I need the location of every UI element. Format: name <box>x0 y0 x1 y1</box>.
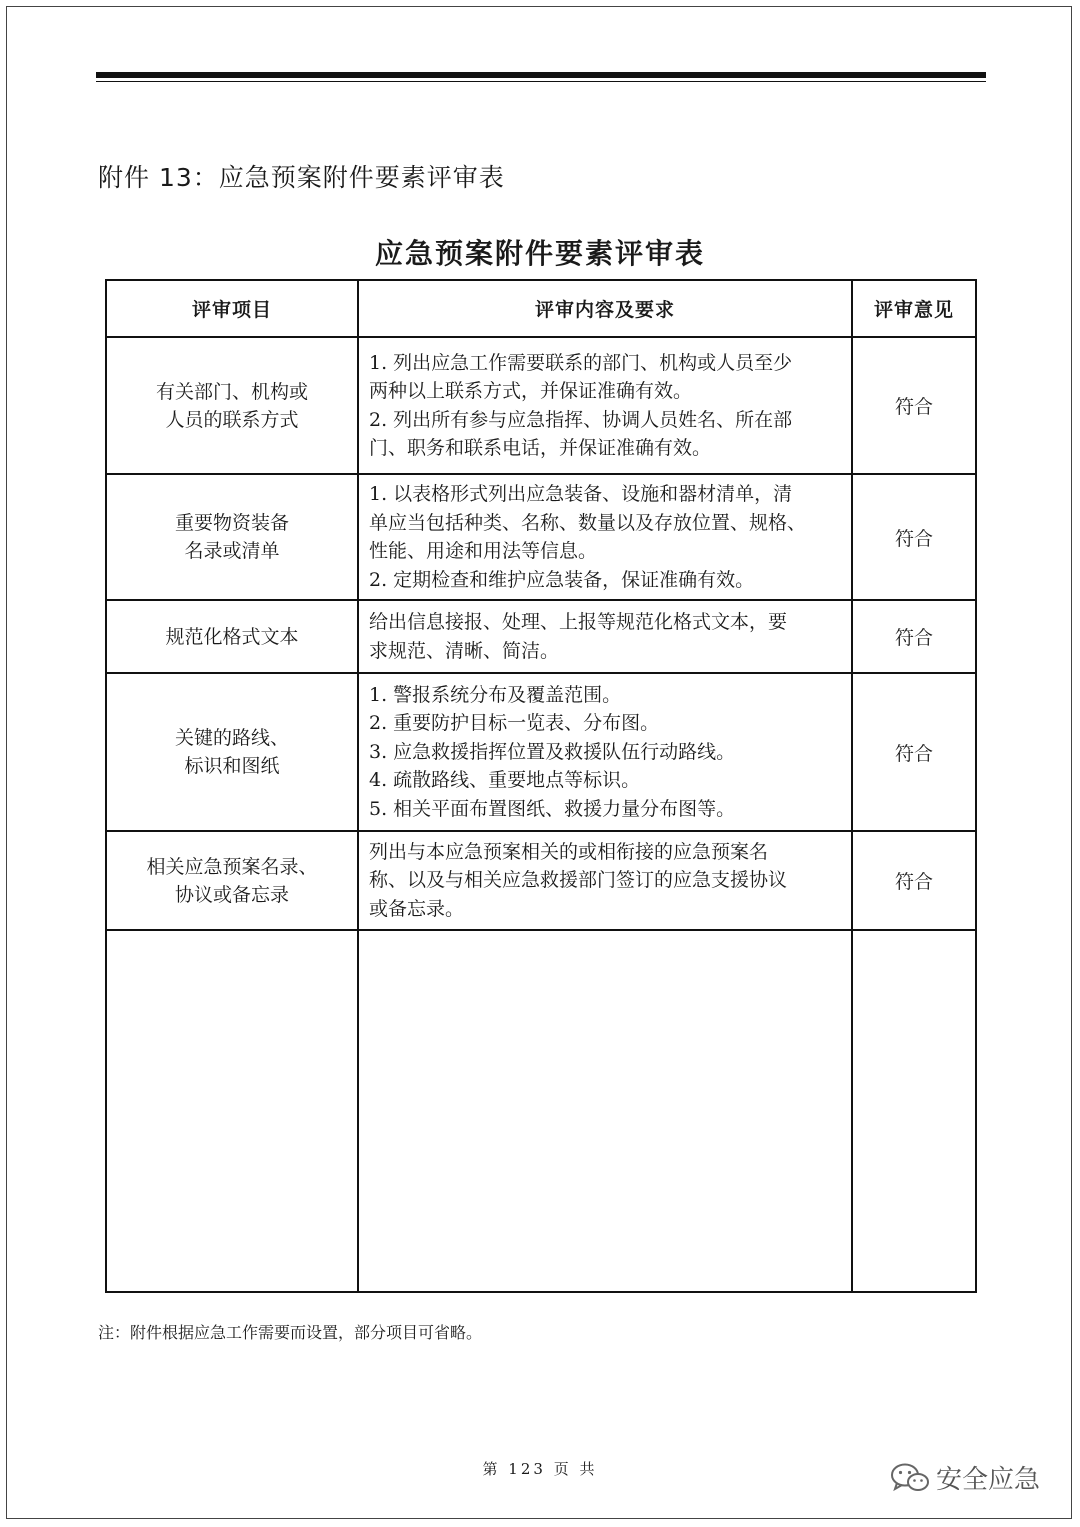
row-item <box>106 337 358 474</box>
content-line: 单应当包括种类、名称、数量以及存放位置、规格、 <box>369 511 807 534</box>
table-row <box>106 474 976 600</box>
row-content <box>358 600 852 673</box>
wechat-icon <box>890 1462 930 1494</box>
content-line: 2. 列出所有参与应急指挥、协调人员姓名、所在部 <box>369 408 793 431</box>
content-line: 性能、用途和用法等信息。 <box>369 540 598 562</box>
header-opinion: 评审意见 <box>852 280 976 337</box>
row-opinion: 符合 <box>852 337 976 474</box>
content-line: 1. 以表格形式列出应急装备、设施和器材清单，清 <box>369 483 793 505</box>
header-rule-thin <box>96 81 986 82</box>
item-line: 重要物资装备 <box>174 512 289 534</box>
table-header-row <box>106 280 976 337</box>
item-line: 关键的路线、 <box>174 727 289 749</box>
row-opinion: 符合 <box>852 474 976 600</box>
item-line: 名录或清单 <box>184 540 280 562</box>
content-line: 1. 列出应急工作需要联系的部门、机构或人员至少 <box>369 351 793 374</box>
row-content <box>358 673 852 831</box>
page-number: 第 123 页 共 <box>482 1460 598 1478</box>
watermark-text: 安全应急 <box>936 1465 1041 1495</box>
content-line: 2. 定期检查和维护应急装备，保证准确有效。 <box>369 568 755 591</box>
table-row <box>106 337 976 474</box>
content-line: 4. 疏散路线、重要地点等标识。 <box>369 769 641 792</box>
empty-item-cell <box>106 930 358 1292</box>
table-row <box>106 673 976 831</box>
header-content: 评审内容及要求 <box>358 280 852 337</box>
watermark <box>890 1459 1040 1496</box>
row-item <box>106 474 358 600</box>
content-line: 给出信息接报、处理、上报等规范化格式文本，要 <box>369 611 788 633</box>
row-opinion: 符合 <box>852 600 976 673</box>
content-line: 2. 重要防护目标一览表、分布图。 <box>369 712 660 735</box>
footnote: 注：附件根据应急工作需要而设置，部分项目可省略。 <box>98 1323 483 1342</box>
row-opinion: 符合 <box>852 673 976 831</box>
row-opinion: 符合 <box>852 831 976 930</box>
review-table <box>105 279 977 1293</box>
content-line: 两种以上联系方式，并保证准确有效。 <box>369 380 693 402</box>
header-item: 评审项目 <box>106 280 358 337</box>
header-rule-thick <box>96 72 986 78</box>
item-line: 规范化格式文本 <box>165 625 299 648</box>
content-line: 或备忘录。 <box>369 897 465 920</box>
item-line: 人员的联系方式 <box>165 408 299 431</box>
item-line: 协议或备忘录 <box>174 883 289 906</box>
item-line: 标识和图纸 <box>184 755 280 777</box>
row-item <box>106 831 358 930</box>
table-row <box>106 831 976 930</box>
content-line: 5. 相关平面布置图纸、救援力量分布图等。 <box>369 797 736 820</box>
row-content <box>358 337 852 474</box>
content-line: 列出与本应急预案相关的或相衔接的应急预案名 <box>369 840 769 863</box>
row-item <box>106 600 358 673</box>
row-item <box>106 673 358 831</box>
table-row-empty <box>106 930 976 1292</box>
row-content <box>358 474 852 600</box>
row-content <box>358 831 852 930</box>
item-line: 有关部门、机构或 <box>155 380 308 403</box>
item-line: 相关应急预案名录、 <box>146 855 318 878</box>
content-line: 门、职务和联系电话，并保证准确有效。 <box>369 437 712 459</box>
table-row <box>106 600 976 673</box>
empty-content-cell <box>358 930 852 1292</box>
attachment-heading: 附件 13：应急预案附件要素评审表 <box>98 163 505 192</box>
content-line: 3. 应急救援指挥位置及救援队伍行动路线。 <box>369 740 736 763</box>
content-line: 1. 警报系统分布及覆盖范围。 <box>369 683 622 706</box>
content-line: 求规范、清晰、简洁。 <box>369 639 560 662</box>
empty-opinion-cell <box>852 930 976 1292</box>
content-line: 称、以及与相关应急救援部门签订的应急支援协议 <box>369 869 788 892</box>
table-title: 应急预案附件要素评审表 <box>374 237 705 270</box>
